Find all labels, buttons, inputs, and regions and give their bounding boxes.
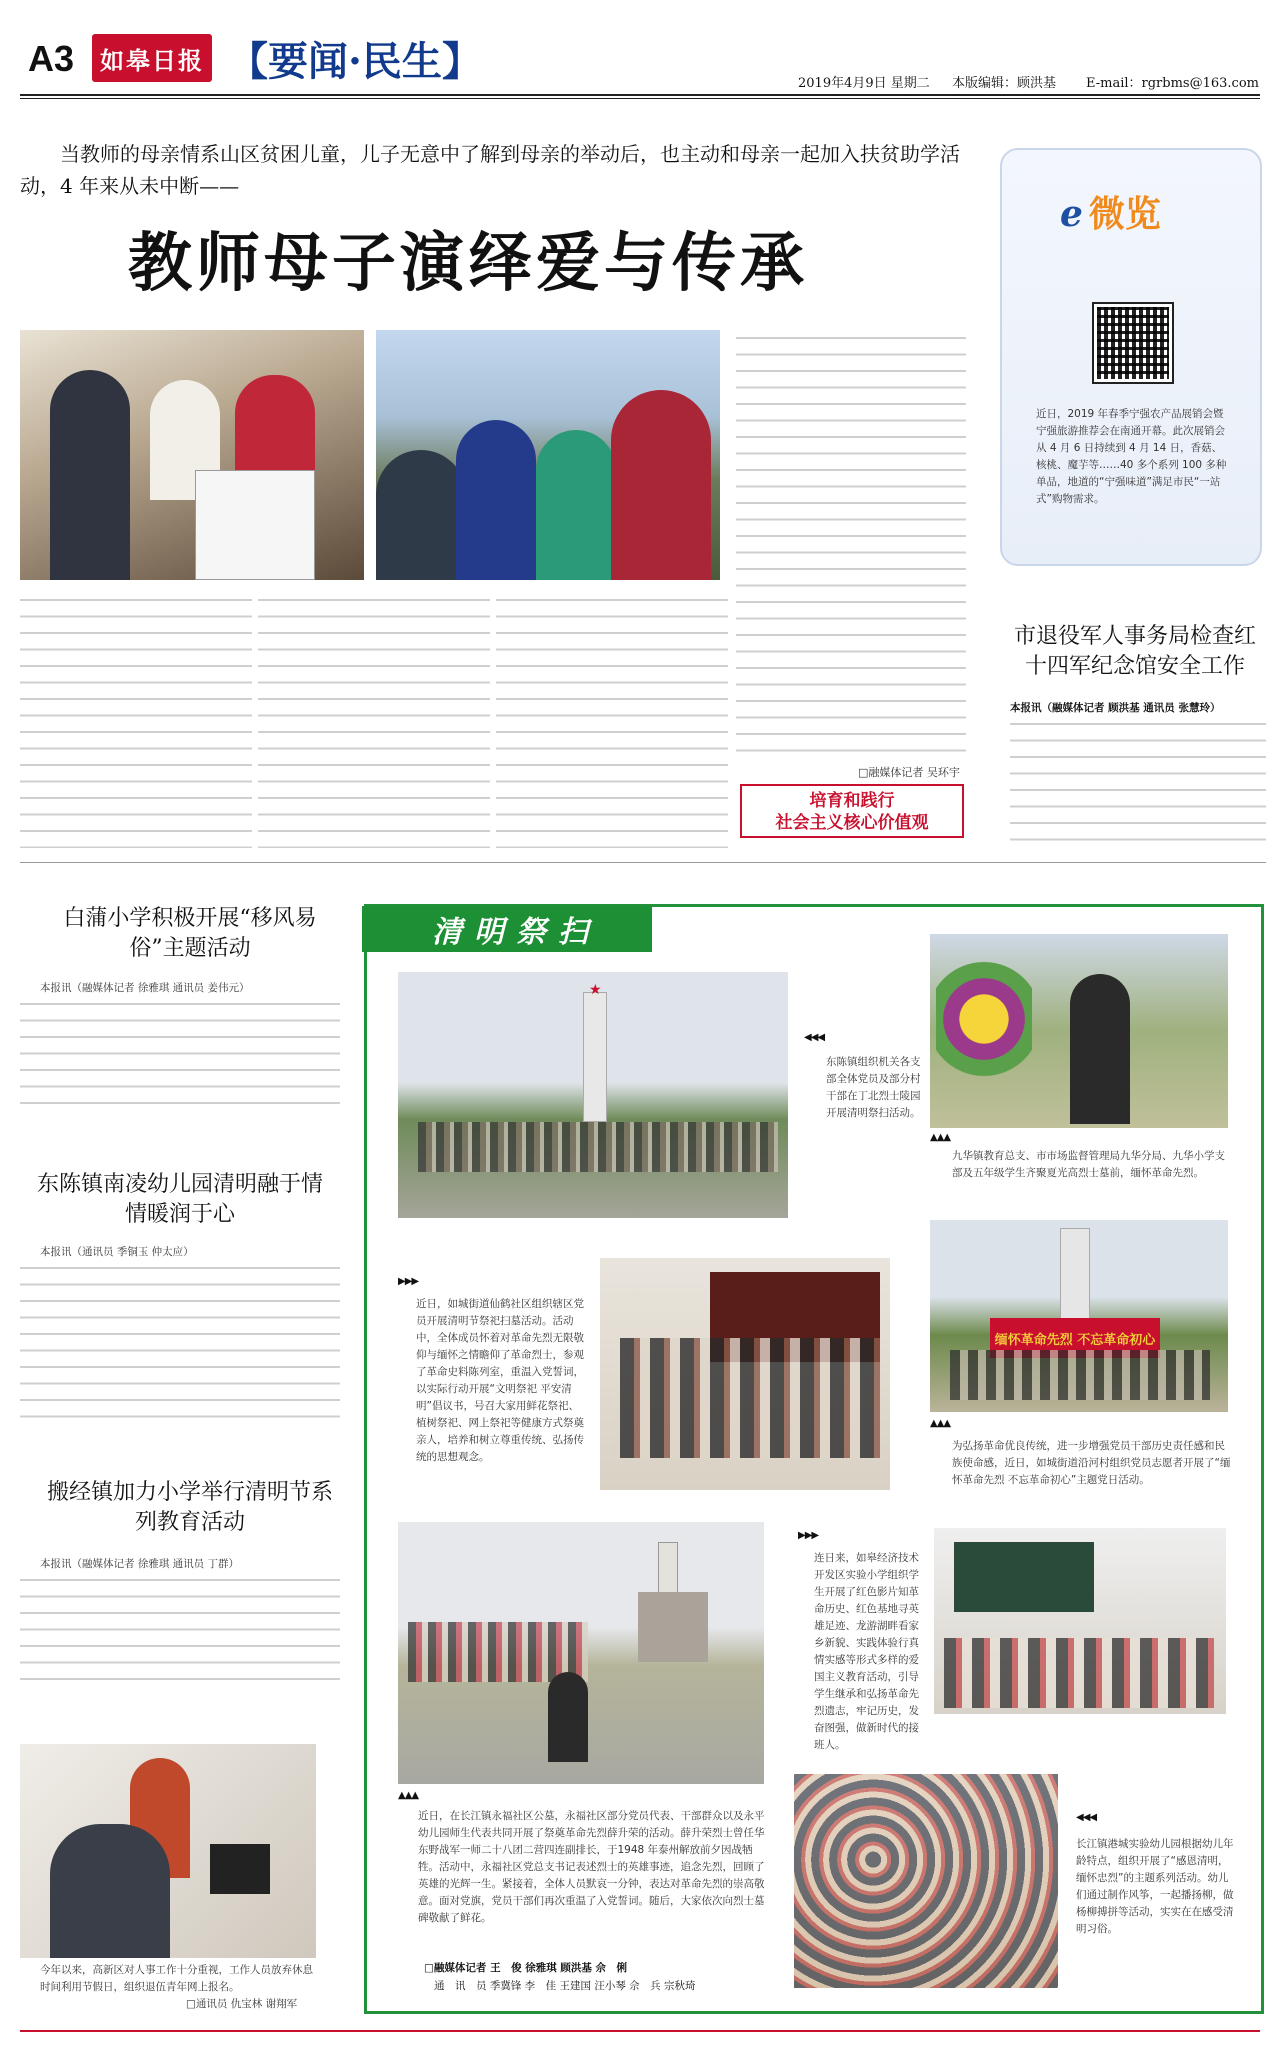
weilan-logo — [1060, 186, 1161, 237]
qr-code-icon[interactable] — [1094, 304, 1172, 382]
section-bracket-open: 【 — [228, 38, 268, 85]
story-banjing-body — [20, 1572, 340, 1684]
section-title — [228, 30, 482, 87]
photo-xianhe-hall — [600, 1258, 890, 1490]
red-star-icon: ★ — [589, 982, 602, 998]
office-photo-credit: □通讯员 仇宝林 谢翔军 — [186, 1998, 298, 2010]
story-baipu-byline: 本报讯（融媒体记者 徐雅琪 通讯员 姜伟元） — [40, 982, 250, 994]
story-baipu-title: 白蒲小学积极开展“移风易俗”主题活动 — [63, 906, 317, 961]
caption-shiyan-primary: 连日来，如皋经济技术开发区实验小学组织学生开展了红色影片知革命历史、红色基地寻英雄足迹、龙游湖畔看家乡新貌、实践体验行真情实感等形式多样的爱国主义教育活动，引导学生继承和弘扬革命先烈遗志，牢记历史，发奋图强，做新时代的接班人。 — [814, 1552, 919, 1751]
header-rule-thin — [20, 98, 1260, 99]
photo-office-registration — [20, 1744, 316, 1958]
photo-yanhe-banner — [930, 1220, 1228, 1412]
photo-jiuhua-tomb — [930, 934, 1228, 1128]
photo-mother-son-packing — [20, 330, 364, 580]
story-banjing-title: 搬经镇加力小学举行清明节系列教育活动 — [46, 1480, 333, 1535]
caption-kindergarten: 长江镇港城实验幼儿园根据幼儿年龄特点，组织开展了“感恩清明，缅怀忠烈”的主题系列活动。幼儿们通过制作风筝，一起播扬柳，做杨柳搏拼等活动，实实在在感受清明习俗。 — [1076, 1838, 1234, 1935]
qingming-title: 清明祭扫 — [362, 906, 652, 952]
header-rule — [20, 94, 1260, 96]
photo-family-portrait — [376, 330, 720, 580]
photo-classroom — [934, 1528, 1226, 1714]
lead-credit: □融媒体记者 吴环宇 — [858, 766, 960, 779]
page-number: A3 — [28, 38, 75, 79]
qingming-credits-correspondents: 通 讯 员 季冀锋 李 佳 王建国 汪小琴 佘 兵 宗秋琦 — [434, 1980, 696, 1992]
arrow-right-icon: ▶▶▶ — [398, 1276, 419, 1287]
photo-dongchen-memorial — [398, 972, 788, 1218]
photo-kindergarten-kites — [794, 1774, 1058, 1988]
story-banjing-byline: 本报讯（融媒体记者 徐雅琪 通讯员 丁群） — [40, 1558, 240, 1570]
newspaper-logo: 如皋日报 — [92, 34, 212, 82]
story-baipu-body — [20, 996, 340, 1112]
caption-xianhe: 近日，如城街道仙鹤社区组织辖区党员开展清明节祭祀扫墓活动。活动中，全体成员怀着对革命先烈无限敬仰与缅怀之情瞻仰了革命烈士，参观了革命史料陈列室，重温入党誓词，以实际行动开展“文明祭祀 平安清明”倡议书，号召大家用鲜花祭祀、植树祭祀、网上祭祀等健康方式祭奠亲人，培养和树立尊重传统、弘扬传统的思想观念。 — [416, 1298, 584, 1463]
banner-remember-martyrs: 缅怀革命先烈 不忘革命初心 — [990, 1318, 1160, 1358]
arrow-up-icon-3: ▲▲▲ — [398, 1790, 419, 1801]
caption-yanhe: 为弘扬革命优良传统，进一步增强党员干部历史责任感和民族使命感，近日，如城街道沿河村组织党员志愿者开展了“缅怀革命先烈 不忘革命初心”主题党日活动。 — [952, 1440, 1231, 1486]
editor-email[interactable]: E-mail：rgrbms@163.com — [1086, 76, 1259, 91]
weilan-blurb: 近日，2019 年春季宁强农产品展销会暨宁强旅游推荐会在南通开幕。此次展销会从 4 月 6 日持续到 4 月 14 日，香菇、核桃、魔芋等……40 多个系列 100 多种单品，地道的“宁强味道”满足市民“一站式”购物需求。 — [1036, 408, 1227, 505]
veteran-story-body — [1010, 716, 1266, 848]
arrow-left-icon-2: ◀◀◀ — [1076, 1812, 1097, 1823]
lead-headline: 教师母子演绎爱与传承 — [128, 226, 808, 301]
qingming-credits-reporters: □融媒体记者 王 俊 徐雅琪 顾洪基 佘 俐 — [424, 1962, 628, 1974]
banner-line-1: 培育和践行 — [809, 791, 895, 811]
lead-body-col-1 — [20, 592, 252, 848]
caption-yongfu: 近日，在长江镇永福社区公墓，永福社区部分党员代表、干部群众以及永平幼儿园师生代表共同开展了祭奠革命先烈薛升荣的活动。薛升荣烈士曾任华东野战军一师二十八团二营四连副排长，于1948 年泰州解放前夕因战牺牲。活动中，永福社区党总支书记表述烈士的英雄事迹，追念先烈，回顾了英雄的光辉一生。紧接着，全体人员默哀一分钟，表达对革命先烈的崇高敬意。面对党旗，党员干部们再次重温了入党誓词。随后，大家依次向烈士墓碑敬献了鲜花。 — [418, 1810, 765, 1924]
veteran-story-title: 市退役军人事务局检查红十四军纪念馆安全工作 — [1013, 624, 1256, 679]
arrow-up-icon-2: ▲▲▲ — [930, 1418, 951, 1429]
story-dongchen-body — [20, 1260, 340, 1420]
section-name: 要闻·民生 — [268, 38, 442, 85]
arrow-up-icon: ▲▲▲ — [930, 1132, 951, 1143]
caption-jiuhua: 九华镇教育总支、市市场监督管理局九华分局、九华小学支部及五年级学生齐聚夏光高烈士墓前，缅怀革命先烈。 — [952, 1150, 1225, 1179]
office-photo-caption: 今年以来，高新区对人事工作十分重视，工作人员放弃休息时间利用节假日，组织退伍青年网上报名。 — [40, 1964, 313, 1993]
core-values-banner — [740, 784, 964, 838]
story-dongchen-title: 东陈镇南凌幼儿园清明融于情 情暖润于心 — [36, 1172, 346, 1227]
arrow-left-icon: ◀◀◀ — [804, 1032, 825, 1043]
caption-dongchen: 东陈镇组织机关各支部全体党员及部分村干部在丁北烈士陵园开展清明祭扫活动。 — [826, 1056, 921, 1119]
photo-yongfu-cemetery — [398, 1522, 764, 1784]
weilan-e-icon: e — [1060, 193, 1083, 235]
arrow-right-icon-2: ▶▶▶ — [798, 1530, 819, 1541]
banner-line-2: 社会主义核心价值观 — [775, 813, 929, 833]
section-divider — [20, 862, 1266, 863]
lead-body-col-3 — [496, 592, 728, 848]
issue-date: 2019年4月9日 星期二 — [798, 76, 930, 91]
section-bracket-close: 】 — [441, 38, 482, 85]
lead-kicker: 当教师的母亲情系山区贫困儿童，儿子无意中了解到母亲的举动后，也主动和母亲一起加入扶贫助学活动，4 年来从未中断—— — [20, 142, 960, 198]
footer-rule — [20, 2030, 1260, 2032]
veteran-story-byline: 本报讯（融媒体记者 顾洪基 通讯员 张慧玲） — [1010, 702, 1221, 714]
story-dongchen-byline: 本报讯（通讯员 季铜玉 仲太应） — [40, 1246, 194, 1258]
weilan-label: 微览 — [1088, 193, 1161, 235]
lead-body-col-2 — [258, 592, 490, 848]
page-editor: 本版编辑：顾洪基 — [952, 76, 1057, 91]
